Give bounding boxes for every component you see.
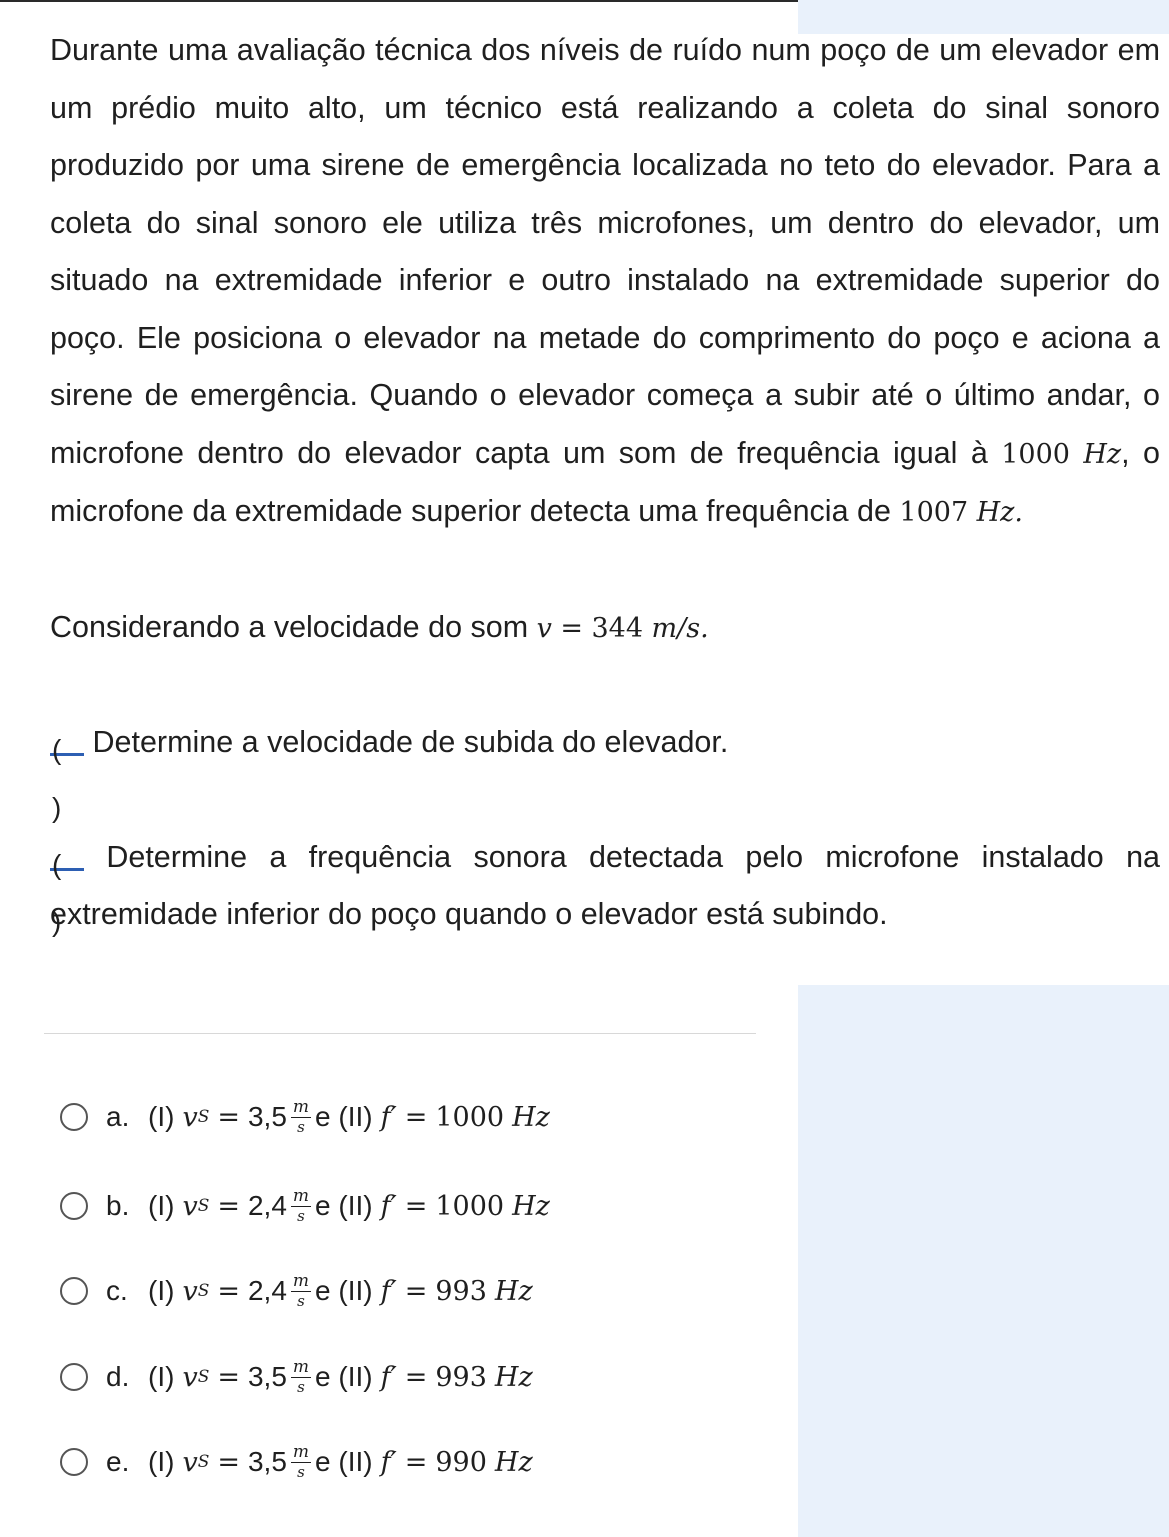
option-e[interactable]: e. (I) v S = 3,5 $\frac{m}{s}$ e (II) f′ = 990 Hz bbox=[60, 1432, 780, 1492]
radio-c[interactable] bbox=[60, 1277, 88, 1305]
unit-fraction: $\frac{m}{s}$ bbox=[292, 1186, 310, 1225]
unit-fraction: $\frac{m}{s}$ bbox=[292, 1357, 310, 1396]
option-a[interactable]: a. (I) v S = 3,5 $\frac{m}{s}$ e (II) f′ = 1000 Hz bbox=[60, 1087, 780, 1147]
radio-d[interactable] bbox=[60, 1363, 88, 1391]
item-2-blank[interactable] bbox=[50, 842, 84, 871]
unit-fraction: $\frac{m}{s}$ bbox=[292, 1097, 310, 1136]
question-text bbox=[50, 22, 1160, 944]
side-panel bbox=[798, 985, 1169, 1537]
option-b[interactable]: b. (I) v S = 2,4 $\frac{m}{s}$ e (II) f′ = 1000 Hz bbox=[60, 1176, 780, 1236]
question-paragraph-2: Considerando a velocidade do som v = 344 m/s. bbox=[50, 609, 709, 644]
item-1-blank[interactable] bbox=[50, 727, 84, 756]
unit-fraction: $\frac{m}{s}$ bbox=[292, 1271, 310, 1310]
divider bbox=[44, 1033, 756, 1034]
radio-a[interactable] bbox=[60, 1103, 88, 1131]
radio-b[interactable] bbox=[60, 1192, 88, 1220]
radio-e[interactable] bbox=[60, 1448, 88, 1476]
option-d[interactable]: d. (I) v S = 3,5 $\frac{m}{s}$ e (II) f′ = 993 Hz bbox=[60, 1347, 780, 1407]
item-2: ( ) Determine a frequência sonora detectada pelo microfone instalado na extremidade inferior do poço quando o elevador está subindo. bbox=[50, 829, 1160, 944]
item-1: ( ) Determine a velocidade de subida do elevador. bbox=[50, 714, 1160, 772]
question-paragraph-1: Durante uma avaliação técnica dos níveis de ruído num poço de um elevador em um prédio muito alto, um técnico está realizando a coleta do sinal sonoro produzido por uma sirene de emergência localizada no teto do elevador. Para a coleta do sinal sonoro ele utiliza três microfones, um dentro do elevador, um situado na extremidade inferior e outro instalado na extremidade superior do poço. Ele posiciona o elevador na metade do comprimento do poço e aciona a sirene de emergência. Quando o elevador começa a subir até o último andar, o microfone dentro do elevador capta um som de frequência igual à 1000 Hz, o microfone da extremidade superior detecta uma frequência de 1007 Hz. bbox=[50, 33, 1160, 528]
option-c[interactable]: c. (I) v S = 2,4 $\frac{m}{s}$ e (II) f′ = 993 Hz bbox=[60, 1261, 780, 1321]
top-rule bbox=[0, 0, 798, 2]
unit-fraction: $\frac{m}{s}$ bbox=[292, 1442, 310, 1481]
